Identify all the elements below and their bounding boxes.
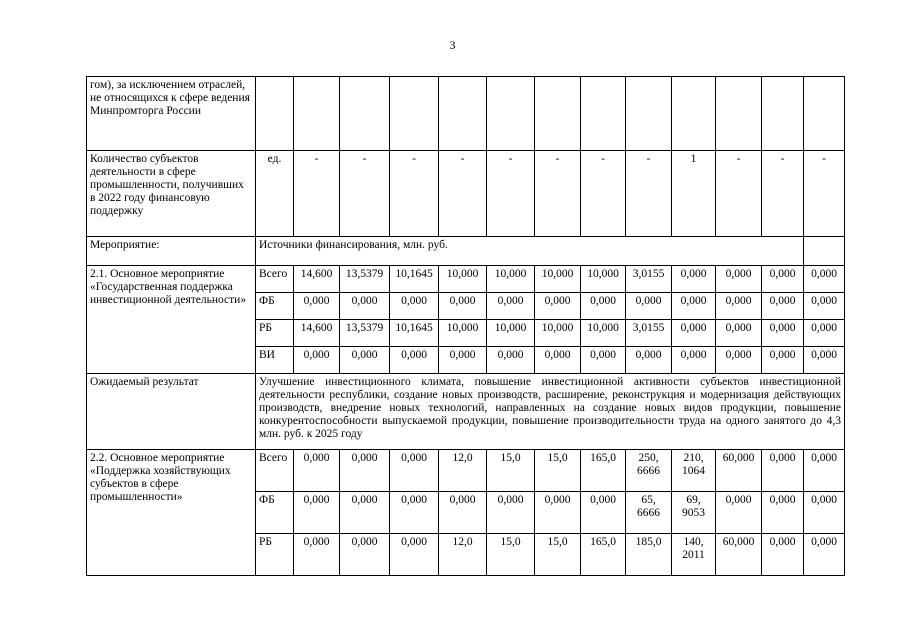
value-cell: 0,000 xyxy=(535,347,581,374)
source-cell: ВИ xyxy=(256,347,294,374)
value-cell: 0,000 xyxy=(626,293,672,320)
value-cell: 0,000 xyxy=(762,320,804,347)
value-cell: 0,000 xyxy=(626,347,672,374)
value-cell: 0,000 xyxy=(762,347,804,374)
value-cell: 0,000 xyxy=(294,492,340,534)
value-cell: 10,000 xyxy=(487,320,535,347)
value-cell: 185,0 xyxy=(626,534,672,576)
value-cell: 1 xyxy=(672,151,716,237)
value-cell: - xyxy=(294,151,340,237)
value-cell: - xyxy=(762,151,804,237)
value-cell: 60,000 xyxy=(716,534,762,576)
value-cell: 12,0 xyxy=(439,450,487,492)
value-cell: 15,0 xyxy=(487,534,535,576)
value-cell: 10,000 xyxy=(439,320,487,347)
value-cell: 10,000 xyxy=(581,320,626,347)
value-cell: 0,000 xyxy=(762,293,804,320)
empty-cell xyxy=(626,77,672,151)
value-cell: 140, 2011 xyxy=(672,534,716,576)
value-cell: 0,000 xyxy=(487,492,535,534)
program-table xyxy=(86,76,845,576)
value-cell: 0,000 xyxy=(294,534,340,576)
empty-cell xyxy=(256,77,294,151)
empty-cell xyxy=(716,77,762,151)
value-cell: 0,000 xyxy=(294,347,340,374)
empty-cell xyxy=(535,77,581,151)
value-cell: 14,600 xyxy=(294,266,340,293)
value-cell: 15,0 xyxy=(487,450,535,492)
value-cell: 12,0 xyxy=(439,534,487,576)
table-row-2-1 xyxy=(87,266,845,293)
value-cell: 0,000 xyxy=(294,450,340,492)
value-cell: - xyxy=(626,151,672,237)
table-row-continuation xyxy=(87,77,845,151)
value-cell: 15,0 xyxy=(535,450,581,492)
value-cell: 0,000 xyxy=(340,293,390,320)
value-cell: 69, 9053 xyxy=(672,492,716,534)
source-cell: ФБ xyxy=(256,293,294,320)
source-cell: Всего xyxy=(256,266,294,293)
value-cell: 0,000 xyxy=(672,293,716,320)
value-cell: 0,000 xyxy=(716,293,762,320)
table-row-result xyxy=(87,374,845,450)
value-cell: 0,000 xyxy=(439,293,487,320)
value-cell: 0,000 xyxy=(804,293,845,320)
value-cell: 0,000 xyxy=(439,492,487,534)
value-cell: 0,000 xyxy=(535,293,581,320)
row-label: Мероприятие: xyxy=(87,237,256,266)
page-number: 3 xyxy=(449,38,456,52)
value-cell: 0,000 xyxy=(340,347,390,374)
value-cell: 0,000 xyxy=(672,320,716,347)
value-cell: - xyxy=(340,151,390,237)
value-cell: 0,000 xyxy=(716,347,762,374)
value-cell: 10,1645 xyxy=(390,266,439,293)
value-cell: 0,000 xyxy=(762,450,804,492)
value-cell: 0,000 xyxy=(390,492,439,534)
value-cell: 0,000 xyxy=(487,293,535,320)
empty-cell xyxy=(340,77,390,151)
value-cell: 10,000 xyxy=(439,266,487,293)
value-cell: 0,000 xyxy=(340,534,390,576)
empty-cell xyxy=(439,77,487,151)
value-cell: 0,000 xyxy=(804,534,845,576)
value-cell: 10,1645 xyxy=(390,320,439,347)
value-cell: 0,000 xyxy=(390,293,439,320)
value-cell: 0,000 xyxy=(581,492,626,534)
value-cell: - xyxy=(535,151,581,237)
empty-cell xyxy=(581,77,626,151)
source-cell: ФБ xyxy=(256,492,294,534)
empty-cell xyxy=(487,77,535,151)
value-cell: - xyxy=(804,151,845,237)
value-cell: 0,000 xyxy=(804,320,845,347)
value-cell: 13,5379 xyxy=(340,320,390,347)
value-cell: 210, 1064 xyxy=(672,450,716,492)
empty-cell xyxy=(672,77,716,151)
value-cell: 10,000 xyxy=(581,266,626,293)
empty-cell xyxy=(390,77,439,151)
value-cell: 65, 6666 xyxy=(626,492,672,534)
value-cell: 0,000 xyxy=(390,347,439,374)
value-cell: 0,000 xyxy=(716,266,762,293)
value-cell: 10,000 xyxy=(535,320,581,347)
value-cell: 165,0 xyxy=(581,534,626,576)
value-cell: - xyxy=(439,151,487,237)
source-cell: РБ xyxy=(256,534,294,576)
value-cell: 0,000 xyxy=(804,347,845,374)
value-cell: 0,000 xyxy=(340,450,390,492)
value-cell: 10,000 xyxy=(487,266,535,293)
value-cell: - xyxy=(487,151,535,237)
table-row-measure xyxy=(87,237,845,266)
empty-cell xyxy=(804,237,845,266)
value-cell: 0,000 xyxy=(804,450,845,492)
value-cell: 0,000 xyxy=(439,347,487,374)
expected-result-text: Улучшение инвестиционного климата, повышение инвестиционной активности субъектов инвестиционной деятельности республики, создание новых производств, расширение, реконструкция и модернизация действующих производств, внедрение новых технологий, направленных на создание новых видов продукции, повышение конкурентоспособности выпускаемой продукции, повышение производительности труда на одного занятого до 4,3 млн. руб. к 2025 году xyxy=(256,374,845,450)
value-cell: 0,000 xyxy=(390,534,439,576)
value-cell: 3,0155 xyxy=(626,266,672,293)
value-cell: 0,000 xyxy=(294,293,340,320)
value-cell: - xyxy=(390,151,439,237)
value-cell: 3,0155 xyxy=(626,320,672,347)
measure-2-1-label: 2.1. Основное мероприятие «Государственная поддержка инвестиционной деятельности» xyxy=(87,266,256,374)
table-row-count xyxy=(87,151,845,237)
value-cell: 0,000 xyxy=(390,450,439,492)
measure-2-2-label: 2.2. Основное мероприятие «Поддержка хозяйствующих субъектов в сфере промышленности» xyxy=(87,450,256,576)
value-cell: 0,000 xyxy=(672,266,716,293)
row-label: Количество субъектов деятельности в сфере промышленности, получивших в 2022 году финансовую поддержку xyxy=(87,151,256,237)
value-cell: 0,000 xyxy=(762,534,804,576)
value-cell: 0,000 xyxy=(581,347,626,374)
value-cell: - xyxy=(581,151,626,237)
value-cell: 0,000 xyxy=(535,492,581,534)
value-cell: 0,000 xyxy=(487,347,535,374)
value-cell: 15,0 xyxy=(535,534,581,576)
empty-cell xyxy=(294,77,340,151)
value-cell: 10,000 xyxy=(535,266,581,293)
empty-cell xyxy=(762,77,804,151)
value-cell: 250, 6666 xyxy=(626,450,672,492)
value-cell: 13,5379 xyxy=(340,266,390,293)
table-row-2-2 xyxy=(87,450,845,492)
value-cell: 0,000 xyxy=(716,492,762,534)
source-cell: РБ xyxy=(256,320,294,347)
value-cell: 0,000 xyxy=(672,347,716,374)
value-cell: 0,000 xyxy=(716,320,762,347)
value-cell: 0,000 xyxy=(804,492,845,534)
value-cell: 60,000 xyxy=(716,450,762,492)
unit-cell: ед. xyxy=(256,151,294,237)
value-cell: 0,000 xyxy=(804,266,845,293)
empty-cell xyxy=(804,77,845,151)
value-cell: 0,000 xyxy=(762,266,804,293)
row-label: Ожидаемый результат xyxy=(87,374,256,450)
value-cell: 14,600 xyxy=(294,320,340,347)
value-cell: 0,000 xyxy=(340,492,390,534)
financing-sources-header: Источники финансирования, млн. руб. xyxy=(256,237,804,266)
value-cell: - xyxy=(716,151,762,237)
source-cell: Всего xyxy=(256,450,294,492)
value-cell: 165,0 xyxy=(581,450,626,492)
value-cell: 0,000 xyxy=(762,492,804,534)
value-cell: 0,000 xyxy=(581,293,626,320)
row-label: гом), за исключением отраслей, не относящихся к сфере ведения Минпромторга России xyxy=(87,77,256,151)
